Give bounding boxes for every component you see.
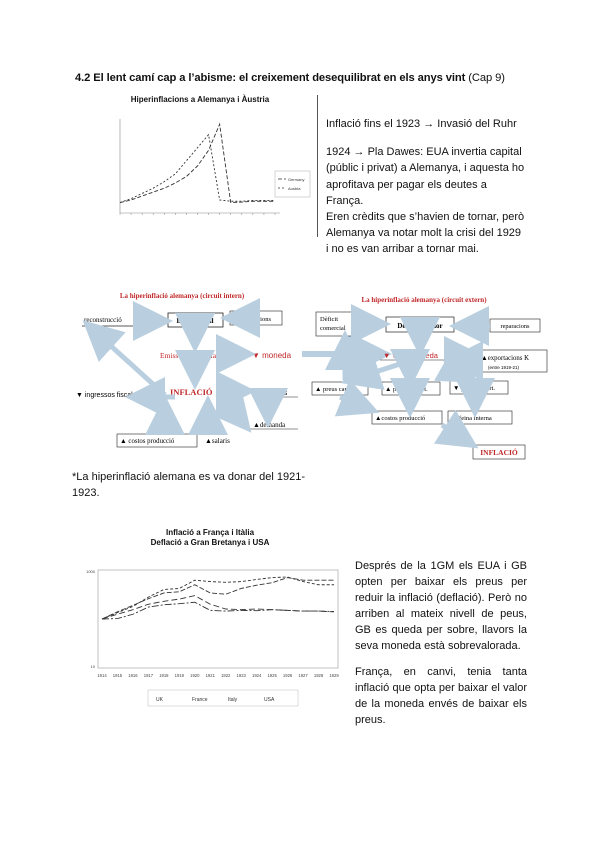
svg-text:▲ costos producció: ▲ costos producció: [120, 438, 175, 445]
heading-title: 4.2 El lent camí cap a l’abisme: el creixement desequilibrat en els anys vint: [75, 72, 466, 84]
svg-text:Dèficit exterior: Dèficit exterior: [397, 322, 443, 330]
chart2-plot-area: [98, 570, 338, 668]
external-title: La hiperinflació alemanya (circuit extern): [361, 296, 487, 304]
svg-text:▼ valor moneda: ▼ valor moneda: [383, 351, 438, 360]
internal-demanda: [250, 421, 298, 429]
external-preus-export: [450, 381, 508, 394]
external-feina: [448, 411, 512, 424]
chart2-x-tick-label: 1917: [143, 673, 154, 678]
internal-reconstruccio: [82, 316, 142, 326]
chart2-x-tick-label: 1927: [298, 673, 308, 678]
internal-estalvis: [253, 390, 298, 397]
svg-text:Dèficit fiscal: Dèficit fiscal: [176, 317, 214, 325]
external-inflacio: [473, 445, 525, 459]
external-deficit-comercial: [316, 312, 358, 336]
chart2-x-tick-label: 1924: [252, 673, 262, 678]
svg-text:▼ preus export.: ▼ preus export.: [453, 385, 495, 392]
chart2-x-tick-label: 1921: [205, 673, 215, 678]
chart2-x-tick-label: 1920: [190, 673, 200, 678]
internal-salaris: ▲salaris: [205, 437, 230, 445]
svg-text:(entre 1919-21): (entre 1919-21): [488, 365, 520, 370]
svg-text:reconstrucció: reconstrucció: [84, 316, 122, 324]
external-reparacions: [490, 319, 540, 332]
deflation-paragraph-2: França, en canvi, tenia tanta inflació que opta per baixar el valor de la moneda envés de baixar els preus.: [355, 666, 527, 726]
chart2-legend-label: UK: [156, 697, 163, 703]
chart2-x-tick-label: 1919: [174, 673, 184, 678]
chart2-x-tick-label: 1926: [282, 673, 293, 678]
inflation-deflation-chart: [70, 528, 350, 718]
chart2-x-tick-label: 1922: [221, 673, 231, 678]
deflation-paragraph-1: Després de la 1GM els EUA i GB opten per baixar els preus per reduir la inflació (deflació). Però no arriben al mateix nivell de peus, GB es queda per sobre, llavors la seva moneda està sobrevalorada.: [355, 560, 527, 652]
external-preus-capital: [312, 382, 368, 395]
chart2-y-tick-label: 1000: [86, 569, 95, 574]
svg-text:▲ preus capital: ▲ preus capital: [315, 386, 357, 393]
chart2-legend-label: USA: [264, 697, 275, 703]
external-exportacions: [479, 350, 547, 372]
chart2-x-tick-label: 1925: [267, 673, 277, 678]
internal-emissio: Emissió monetària: [160, 351, 217, 360]
internal-deficit-fiscal: [168, 313, 223, 327]
chart2-x-tick-label: 1929: [329, 673, 339, 678]
chart2-legend-box: [148, 690, 298, 706]
external-costos: [372, 411, 442, 424]
svg-text:▼ estalvis: ▼ estalvis: [255, 390, 288, 397]
svg-text:▲demanda: ▲demanda: [253, 421, 286, 429]
right-column-text: [326, 116, 526, 258]
dawes-paragraph: 1924 → Pla Dawes: EUA invertia capital (públic i privat) a Alemanya, i aquesta ho aprofitava per pagar els deutes a França.: [326, 146, 525, 207]
svg-text:INFLACIÓ: INFLACIÓ: [480, 448, 518, 457]
svg-text:reparacions: reparacions: [500, 323, 530, 330]
internal-title: La hiperinflació alemanya (circuit intern): [119, 292, 245, 300]
chart1-legend-label: Germany: [288, 177, 305, 182]
hyperinflation-diagrams: [70, 285, 550, 460]
section-heading: [75, 72, 505, 84]
chart2-x-tick-label: 1928: [313, 673, 324, 678]
hyperinflation-chart: [90, 93, 315, 243]
svg-text:▲costos producció: ▲costos producció: [375, 415, 426, 422]
deflation-text: [355, 558, 527, 728]
svg-text:comercial: comercial: [320, 325, 346, 332]
chart2-title-1: Inflació a França i Itàlia: [165, 528, 255, 537]
vertical-rule: [317, 95, 318, 237]
chart1-plot: [90, 93, 315, 243]
chart2-x-tick-label: 1915: [112, 673, 123, 678]
chart2-legend-label: France: [192, 697, 208, 703]
chart2-legend-label: Italy: [228, 697, 238, 703]
svg-text:reparacions: reparacions: [241, 316, 271, 323]
internal-costos: [117, 434, 197, 447]
chart2-title-2: Deflació a Gran Bretanya i USA: [150, 538, 270, 547]
internal-inflacio: INFLACIÓ: [170, 387, 213, 397]
internal-moneda: ▼ moneda: [252, 351, 292, 360]
chart1-legend-label: Austria: [288, 186, 301, 191]
external-valor-moneda: [380, 351, 448, 360]
ruhr-line: Inflació fins el 1923 → Invasió del Ruhr: [326, 118, 517, 130]
external-preus-import: [382, 382, 440, 395]
heading-ref: (Cap 9): [468, 72, 505, 84]
svg-text:▼ feina interna: ▼ feina interna: [451, 415, 492, 422]
chart2-x-tick-label: 1916: [128, 673, 138, 678]
svg-text:Dèficit: Dèficit: [320, 316, 339, 323]
hyperinflation-note: *La hiperinflació alemana es va donar del 1921-1923.: [72, 471, 305, 500]
internal-ingressos: ▼ ingressos fiscals: [76, 392, 137, 399]
chart2-plot: [70, 528, 350, 718]
chart1-legend-box: [275, 171, 310, 197]
credits-paragraph: Eren crèdits que s’havien de tornar, però Alemanya va notar molt la crisi del 1929 i no es van arribar a tornar mai.: [326, 211, 525, 256]
chart1-line-austria: [120, 135, 275, 203]
svg-text:▲exportacions K: ▲exportacions K: [481, 355, 530, 362]
chart2-y-tick-label: 10: [90, 664, 95, 669]
external-deficit-exterior: [386, 317, 454, 332]
chart2-x-tick-label: 1923: [236, 673, 246, 678]
internal-arrows: [90, 318, 268, 430]
svg-text:▲ preus import.: ▲ preus import.: [385, 386, 428, 393]
chart2-x-tick-label: 1918: [159, 673, 169, 678]
chart1-title: Hiperinflacions a Alemanya i Àustria: [130, 95, 270, 104]
chart2-x-tick-label: 1914: [97, 673, 107, 678]
chart1-line-germany: [120, 124, 275, 202]
